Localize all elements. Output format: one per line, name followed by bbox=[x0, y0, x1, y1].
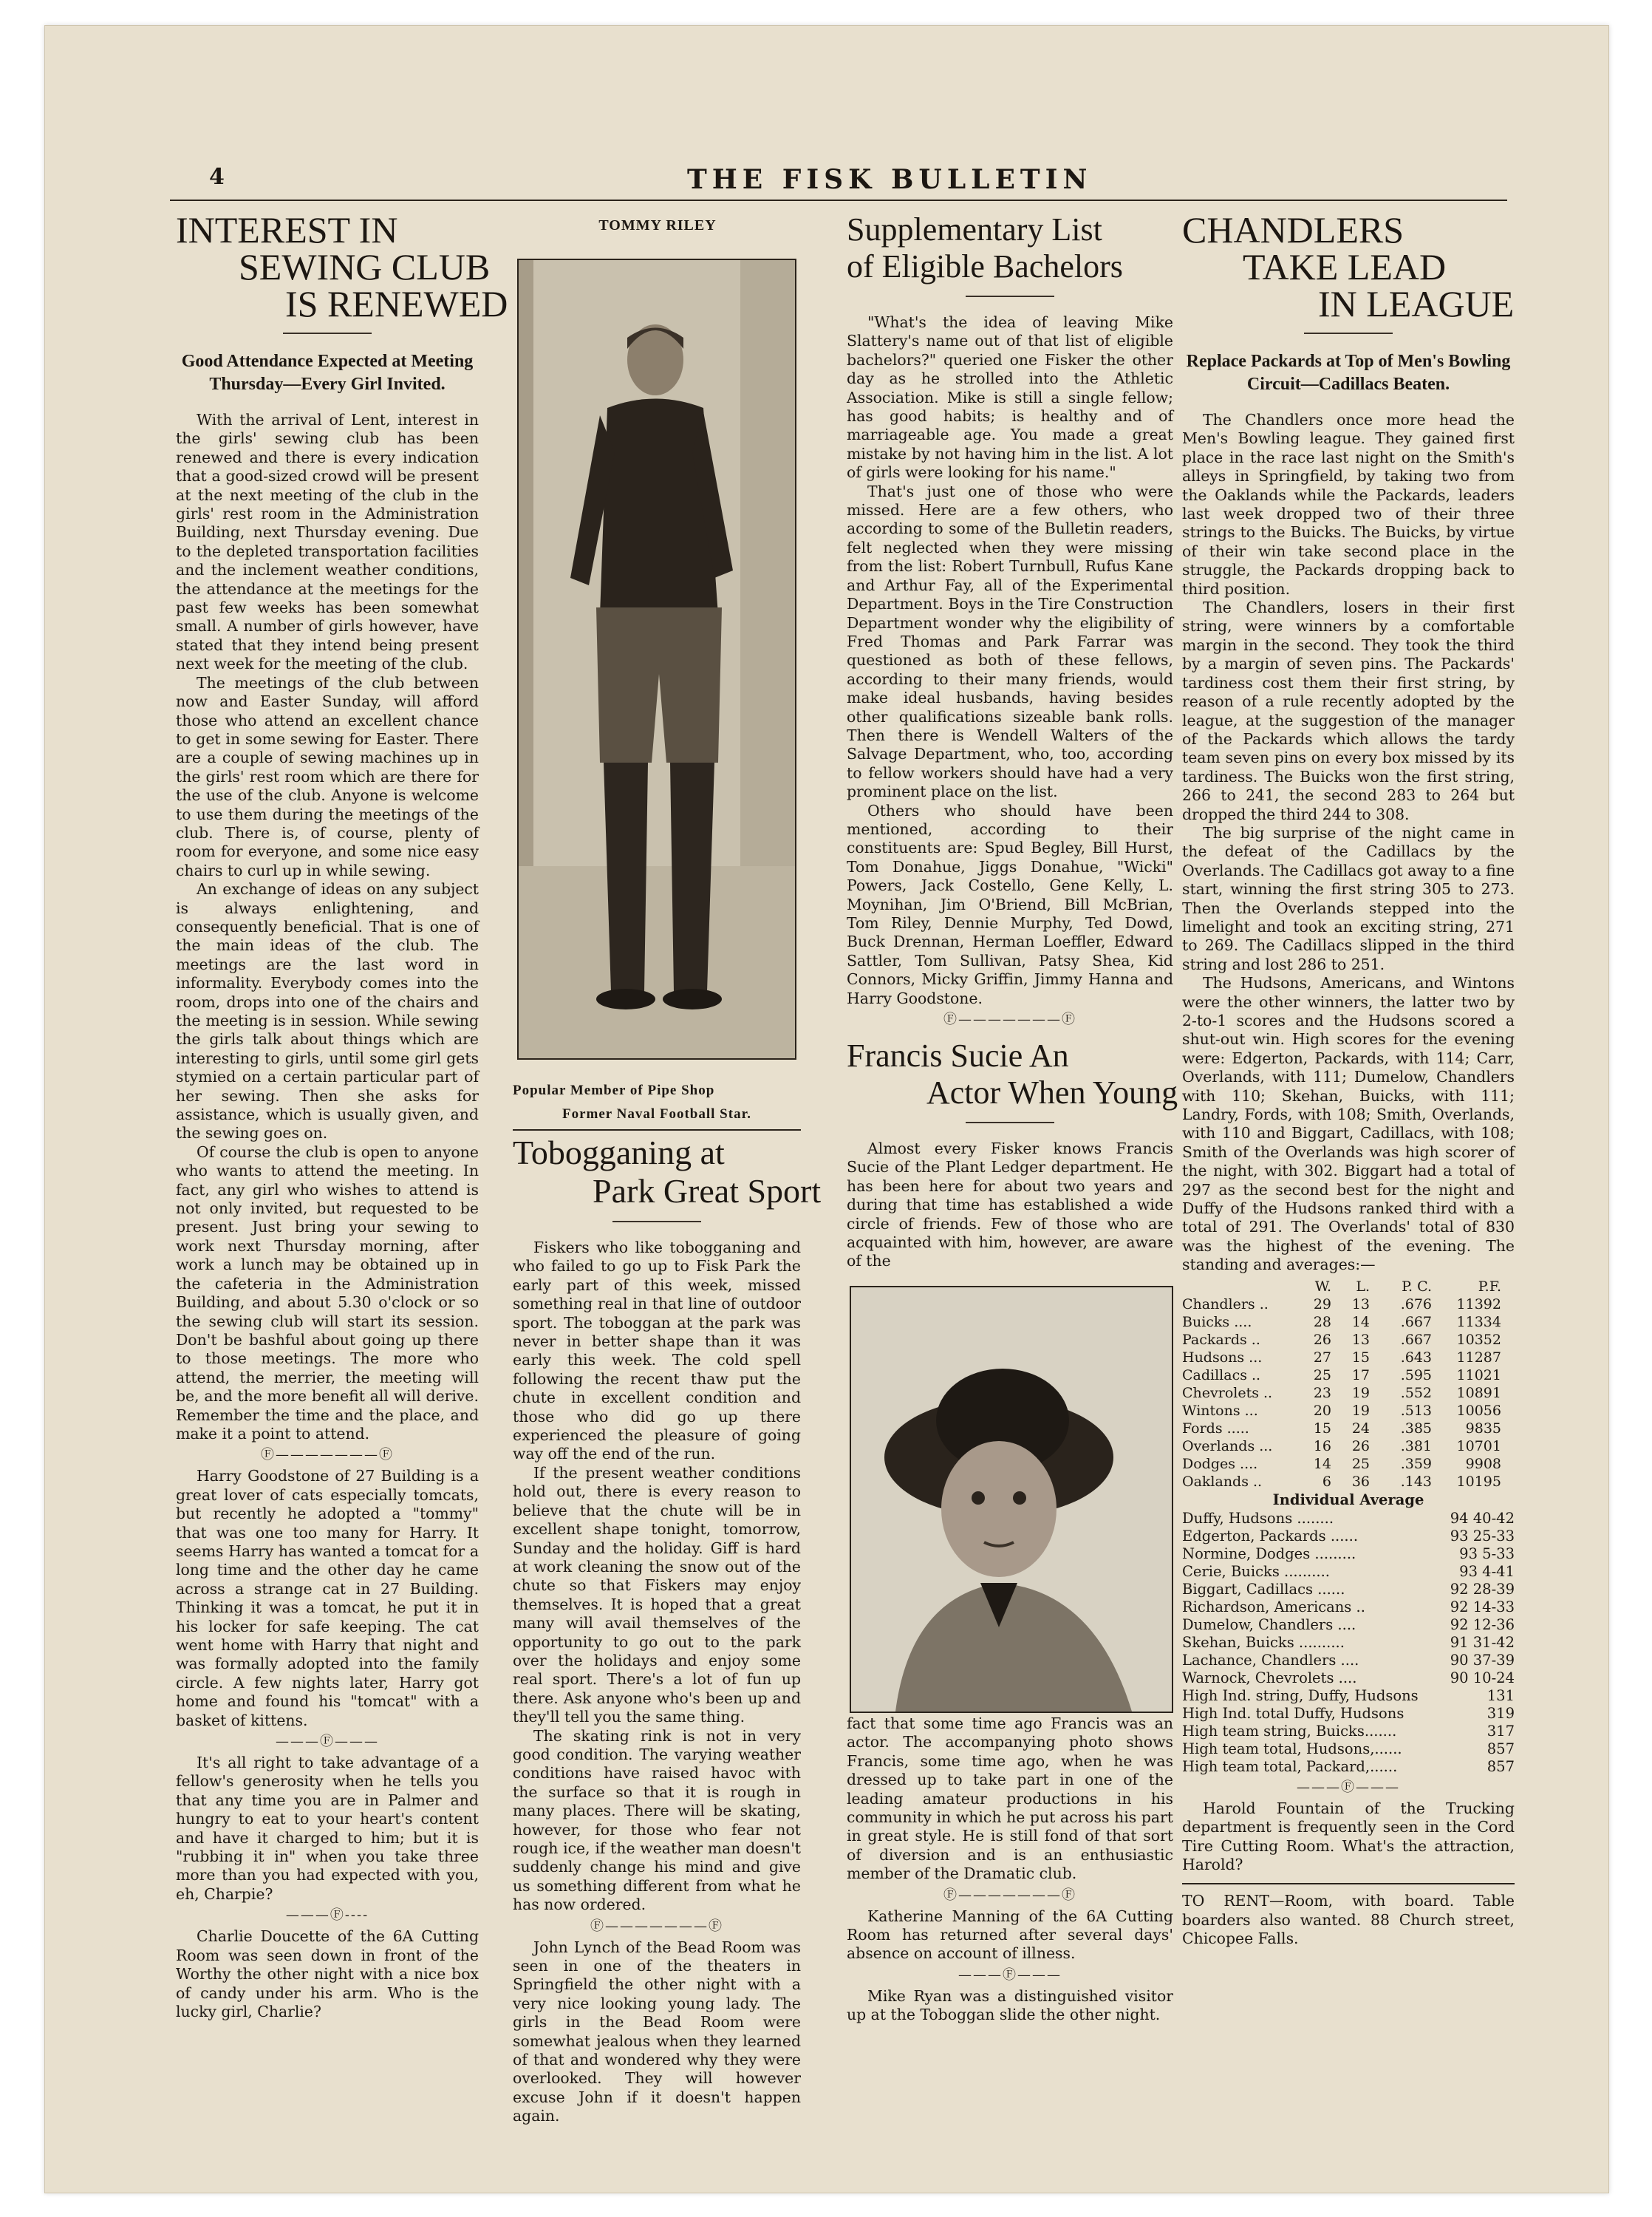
bowler-score: 93 25-33 bbox=[1450, 1527, 1515, 1545]
riley-caption: Popular Member of Pipe Shop Former Naval Football Star. bbox=[513, 1083, 752, 1122]
child-actor-portrait bbox=[851, 1287, 1172, 1712]
standings-row bbox=[1182, 1384, 1504, 1402]
average-row bbox=[1182, 1545, 1515, 1563]
team-name: Chevrolets .. bbox=[1182, 1384, 1273, 1401]
fisk-separator: ———Ⓕ——— bbox=[1297, 1779, 1400, 1795]
bowler-name: Normine, Dodges ......... bbox=[1182, 1545, 1356, 1562]
team-stat: 26 bbox=[1351, 1437, 1370, 1454]
sewing-deck: Good Attendance Expected at Meeting Thursday—Every Girl Invited. bbox=[181, 352, 474, 394]
fisk-separator: Ⓕ———————Ⓕ bbox=[590, 1918, 723, 1934]
bowler-name: High Ind. string, Duffy, Hudsons bbox=[1182, 1686, 1419, 1704]
team-name: Packards .. bbox=[1182, 1331, 1260, 1348]
team-stat: 24 bbox=[1351, 1420, 1370, 1437]
standings-row bbox=[1182, 1437, 1504, 1455]
team-name: Dodges .... bbox=[1182, 1455, 1258, 1472]
fisk-separator: ———Ⓕ——— bbox=[958, 1966, 1062, 1983]
bowler-name: Cerie, Buicks .......... bbox=[1182, 1562, 1331, 1580]
team-stat: 19 bbox=[1351, 1402, 1370, 1419]
football-player-portrait bbox=[519, 260, 795, 1058]
team-stat: .381 bbox=[1400, 1437, 1432, 1454]
team-stat: 13 bbox=[1351, 1295, 1370, 1312]
bowler-score: 317 bbox=[1487, 1722, 1515, 1740]
bowler-name: Warnock, Chevrolets .... bbox=[1182, 1669, 1357, 1686]
bowler-score: 92 12-36 bbox=[1450, 1615, 1515, 1633]
bowler-name: High Ind. total Duffy, Hudsons bbox=[1182, 1704, 1404, 1722]
team-stat: 11392 bbox=[1456, 1295, 1501, 1312]
team-stat: 16 bbox=[1313, 1437, 1331, 1454]
goodstone-item: Harry Goodstone of 27 Building is a great lover of cats especially tomcats, but recently he adopted a "tommy" that was one too many for Harry. It seems Harry has wanted a tomcat for a long time and the other day he came across a strange cat in 27 Building. Thinking it was a tomcat, he put it in his locker for safe keeping. The cat went home with Harry that night and was formally adopted into the family circle. A few nights later, Harry got home and found his "tomcat" with a basket of kittens. bbox=[176, 1467, 479, 1729]
paragraph: That's just one of those who were missed. Here are a few others, who according to some of the Bulletin readers, felt neglected when they were missing from the list: Robert Turnbull, Rufus Kane and Arthur Fay, all of the Experimental Department. Boys in the Tire Construction Department wonder why the eligibility of Fred Thomas and Park Farrar was questioned as both of these fellows, according to their many friends, would make ideal husbands, having besides other qualifications sizeable bank rolls. Then there is Wendell Walters of the Salvage Department, who, too, according to fellow workers should have had a very prominent place on the list. bbox=[847, 482, 1173, 801]
masthead-title: THE FISK BULLETIN bbox=[687, 164, 1093, 195]
page-number: 4 bbox=[209, 164, 225, 190]
individual-average-title: Individual Average bbox=[1272, 1491, 1424, 1508]
chandlers-headline: CHANDLERS TAKE LEAD IN LEAGUE bbox=[1182, 209, 1515, 324]
masthead-rule bbox=[170, 200, 1507, 201]
average-row bbox=[1182, 1616, 1515, 1634]
fisk-separator: Ⓕ———————Ⓕ bbox=[261, 1447, 394, 1463]
standings-table bbox=[1182, 1278, 1504, 1491]
team-name: Fords ..... bbox=[1182, 1420, 1249, 1437]
average-row bbox=[1182, 1528, 1515, 1545]
paragraph: The Hudsons, Americans, and Wintons were the other winners, the latter two by 2-to-1 scores and the Hudsons scored a shut-out win. High scores for the evening were: Edgerton, Packards, with 114; Carr, Overlands, with 111; Dumelow, Chandlers with 110; Skehan, Buicks, with 111; Landry, Fords, with 108; Smith, Overlands, with 110 and Biggart, Cadillacs, with 108; Smith of the Overlands was high scorer of the night, with 302. Biggart had a total of 297 as the second best for the night and Duffy of the Hudsons ranked third with a total of 291. The Overlands' total of 830 was the highest of the evening. The standing and averages:— bbox=[1182, 974, 1515, 1274]
team-stat: 27 bbox=[1313, 1349, 1331, 1366]
bachelors-column bbox=[847, 211, 1178, 1271]
paragraph: Of course the club is open to anyone who wants to attend the meeting. In fact, any girl who wishes to attend is not only invited, but requested to be present. Just bring your sewing to work next Thursday morning, after work a lunch may be obtained up in the cafeteria in the Administration Building, and about 5.30 o'clock or so the sewing club will start its session. Don't be bashful about going up there to those meetings. The more who attend, the merrier, the meeting will be, and the more benefit all will derive. Remember the time and the place, and make it a point to attend. bbox=[176, 1142, 479, 1443]
sewing-headline: INTEREST IN SEWING CLUB IS RENEWED bbox=[176, 209, 508, 324]
team-stat: 9908 bbox=[1465, 1455, 1501, 1472]
team-stat: 23 bbox=[1313, 1384, 1331, 1401]
paragraph: The skating rink is not in very good condition. The varying weather conditions have raised havoc with the surface so that it is rough in many places. There will be skating, however, for those who fear not rough ice, if the weather man doesn't suddenly change his mind and give us something different from what he has now ordered. bbox=[513, 1726, 801, 1914]
fisk-separator: ———Ⓕ---- bbox=[285, 1907, 369, 1924]
team-stat: .143 bbox=[1400, 1473, 1432, 1490]
team-name: Cadillacs .. bbox=[1182, 1366, 1261, 1383]
team-stat: 10891 bbox=[1456, 1384, 1501, 1401]
divider bbox=[612, 1221, 701, 1222]
average-row bbox=[1182, 1581, 1515, 1598]
team-stat: 11287 bbox=[1456, 1349, 1501, 1366]
bowler-score: 93 5-33 bbox=[1459, 1545, 1515, 1562]
divider bbox=[966, 296, 1054, 297]
team-stat: .676 bbox=[1400, 1295, 1432, 1312]
standings-row bbox=[1182, 1313, 1504, 1331]
team-stat: .385 bbox=[1400, 1420, 1432, 1437]
sucie-column-cont bbox=[847, 1714, 1173, 2025]
team-stat: 28 bbox=[1313, 1313, 1331, 1330]
paragraph: If the present weather conditions hold out, there is every reason to believe that the chute will be in excellent shape tonight, tomorrow, Sunday and the holiday. Giff is hard at work cleaning the snow out of the chute so that Fiskers may enjoy themselves. It is hoped that a great many will avail themselves of the opportunity to go out to the park over the holidays and enjoy some real sport. There's a lot of fun up there. Ask anyone who's been up and they'll tell you the same thing. bbox=[513, 1463, 801, 1726]
team-stat: 10352 bbox=[1456, 1331, 1501, 1348]
high-score-row bbox=[1182, 1740, 1515, 1758]
paragraph: The Chandlers, losers in their first string, were winners by a comfortable margin in the second. They took the third by a margin of seven pins. The Packards' tardiness cost them their first string, by reason of a rule recently adopted by the league, at the suggestion of the manager of the Packards which allows the tardy team seven pins on every box missed by its tardiness. The Buicks won the first string, 266 to 241, the second 283 to 264 but dropped the third 244 to 308. bbox=[1182, 599, 1515, 823]
team-name: Hudsons ... bbox=[1182, 1349, 1263, 1366]
bowler-score: 92 28-39 bbox=[1450, 1580, 1515, 1598]
team-name: Buicks .... bbox=[1182, 1313, 1252, 1330]
bowler-name: Biggart, Cadillacs ...... bbox=[1182, 1580, 1345, 1598]
riley-photo bbox=[517, 259, 796, 1060]
high-score-row bbox=[1182, 1723, 1515, 1740]
paragraph: Fiskers who like tobogganing and who failed to go up to Fisk Park the early part of this week, missed something real in that line of outdoor sport. The toboggan at the park was never in better shape than it was early this week. The cold spell following the recent thaw put the chute in excellent condition and those who did go up there experienced the pleasure of going way off the end of the run. bbox=[513, 1239, 801, 1463]
bowler-score: 93 4-41 bbox=[1459, 1562, 1515, 1580]
paragraph: The meetings of the club between now and Easter Sunday, will afford those who attend an excellent chance to get in some sewing for Easter. There are a couple of sewing machines up in the girls' rest room which are there for the use of the club. Anyone is welcome to use them during the meetings of the club. There is, of course, plenty of room for everyone, and some nice easy chairs to curl up in while sewing. bbox=[176, 673, 479, 879]
average-list bbox=[1182, 1510, 1515, 1687]
bowler-score: 91 31-42 bbox=[1450, 1633, 1515, 1651]
divider bbox=[1304, 333, 1393, 334]
standings-row bbox=[1182, 1349, 1504, 1366]
bowler-name: Edgerton, Packards ...... bbox=[1182, 1527, 1359, 1545]
paragraph: Almost every Fisker knows Francis Sucie of the Plant Ledger department. He has been here for about two years and during that time has established a wide circle of friends. Few of those who are acquainted with him, however, are aware of the bbox=[847, 1140, 1173, 1270]
paragraph: With the arrival of Lent, interest in the girls' sewing club has been renewed and there is every indication that a good-sized crowd will be present at the next meeting of the club in the girls' rest room in the Administration Building, next Thursday evening. Due to the depleted transportation facilities and the inclement weather conditions, the attendance at the meetings for the past few weeks has been somewhat small. A number of girls however, have stated that they intend being present next week for the meeting of the club. bbox=[176, 411, 479, 673]
charpie-item: It's all right to take advantage of a fellow's generosity when he tells you that any time you are in Palmer and hungry to eat to your heart's content and have it charged to him; but it is "rubbing it in" when you take three more than you had expected with you, eh, Charpie? bbox=[176, 1754, 479, 1903]
team-stat: .552 bbox=[1400, 1384, 1432, 1401]
team-name: Wintons ... bbox=[1182, 1402, 1258, 1419]
bowler-name: Richardson, Americans .. bbox=[1182, 1598, 1365, 1615]
team-stat: 13 bbox=[1351, 1331, 1370, 1348]
team-stat: 10056 bbox=[1456, 1402, 1501, 1419]
paragraph: An exchange of ideas on any subject is always enlightening, and consequently beneficial. That is one of the main ideas of the club. The meetings are the last word in informality. Everybody comes into the room, drops into one of the chairs and the meeting is in session. While sewing the girls talk about things which are interesting to girls, until some girl gets stymied on a certain particular part of her sewing. Then she asks for assistance, which is usually given, and the sewing goes on. bbox=[176, 880, 479, 1142]
bowler-name: High team total, Packard,...... bbox=[1182, 1757, 1398, 1775]
bowler-name: Duffy, Hudsons ........ bbox=[1182, 1509, 1334, 1527]
section-rule bbox=[513, 1129, 801, 1131]
bowler-score: 92 14-33 bbox=[1450, 1598, 1515, 1615]
doucette-item: Charlie Doucette of the 6A Cutting Room was seen down in front of the Worthy the other night with a nice box of candy under his arm. Who is the lucky girl, Charlie? bbox=[176, 1927, 479, 2020]
bowler-score: 131 bbox=[1487, 1686, 1515, 1704]
lynch-item: John Lynch of the Bead Room was seen in one of the theaters in Springfield the other night with a very nice looking young lady. The girls in the Bead Room were somewhat jealous when they learned of that and wondered why they were overlooked. They will however excuse John if it doesn't happen again. bbox=[513, 1938, 801, 2125]
team-stat: 20 bbox=[1313, 1402, 1331, 1419]
team-stat: 14 bbox=[1313, 1455, 1331, 1472]
team-stat: .595 bbox=[1400, 1366, 1432, 1383]
standings-row bbox=[1182, 1455, 1504, 1473]
fountain-item: Harold Fountain of the Trucking department is frequently seen in the Cord Tire Cutting Room. What's the attraction, Harold? bbox=[1182, 1799, 1515, 1873]
bowler-score: 94 40-42 bbox=[1450, 1509, 1515, 1527]
team-stat: 36 bbox=[1351, 1473, 1370, 1490]
team-stat: 9835 bbox=[1465, 1420, 1501, 1437]
team-stat: 17 bbox=[1351, 1366, 1370, 1383]
average-row bbox=[1182, 1634, 1515, 1652]
standings-row bbox=[1182, 1473, 1504, 1491]
bowler-name: Skehan, Buicks .......... bbox=[1182, 1633, 1345, 1651]
bowler-name: High team total, Hudsons,...... bbox=[1182, 1740, 1402, 1757]
standings-row bbox=[1182, 1331, 1504, 1349]
section-rule bbox=[1182, 1883, 1515, 1884]
average-row bbox=[1182, 1652, 1515, 1669]
sucie-headline: Francis Sucie An Actor When Young bbox=[847, 1038, 1178, 1111]
bowler-name: Lachance, Chandlers .... bbox=[1182, 1651, 1359, 1669]
high-score-list bbox=[1182, 1687, 1515, 1776]
divider bbox=[966, 1122, 1054, 1123]
fisk-separator: Ⓕ———————Ⓕ bbox=[943, 1012, 1076, 1028]
average-row bbox=[1182, 1669, 1515, 1687]
high-score-row bbox=[1182, 1705, 1515, 1723]
bowler-score: 857 bbox=[1487, 1740, 1515, 1757]
bowler-score: 857 bbox=[1487, 1757, 1515, 1775]
bachelors-headline: Supplementary List of Eligible Bachelors bbox=[847, 211, 1123, 285]
sewing-column bbox=[176, 209, 508, 2021]
team-stat: 11334 bbox=[1456, 1313, 1501, 1330]
team-name: Overlands ... bbox=[1182, 1437, 1273, 1454]
standings-header: W. L. P. C. P.F. bbox=[1314, 1278, 1501, 1295]
bowler-score: 90 10-24 bbox=[1450, 1669, 1515, 1686]
manning-item: Katherine Manning of the 6A Cutting Room has returned after several days' absence on account of illness. bbox=[847, 1907, 1173, 1963]
paragraph: fact that some time ago Francis was an actor. The accompanying photo shows Francis, some time ago, when he was dressed up to take part in one of the leading amateur productions in his community in which he put across his part in great style. He is still fond of that sort of diversion and is an enthusiastic member of the Dramatic club. bbox=[847, 1714, 1173, 1883]
average-row bbox=[1182, 1563, 1515, 1581]
chandlers-column bbox=[1182, 211, 1515, 1949]
chandlers-deck: Replace Packards at Top of Men's Bowling Circuit—Cadillacs Beaten. bbox=[1186, 352, 1511, 394]
fisk-separator: Ⓕ———————Ⓕ bbox=[943, 1887, 1076, 1903]
team-stat: 15 bbox=[1313, 1420, 1331, 1437]
ryan-item: Mike Ryan was a distinguished visitor up at the Toboggan slide the other night. bbox=[847, 1986, 1173, 2024]
team-stat: 26 bbox=[1313, 1331, 1331, 1348]
rent-ad: TO RENT—Room, with board. Table boarders also wanted. 88 Church street, Chicopee Falls. bbox=[1182, 1892, 1515, 1948]
standings-row bbox=[1182, 1420, 1504, 1437]
average-row bbox=[1182, 1510, 1515, 1528]
standings-row bbox=[1182, 1366, 1504, 1384]
toboggan-headline: Tobogganing at Park Great Sport bbox=[513, 1134, 822, 1210]
divider bbox=[283, 333, 372, 334]
paragraph: Others who should have been mentioned, according to their constituents are: Spud Begley, Bill Hurst, Tom Donahue, Jiggs Donahue, "Wicki" Powers, Jack Costello, Gene Kelly, L. Moynihan, Jim O'Briend, Bill McBrian, Tom Riley, Dennie Murphy, Ted Dowd, Buck Drennan, Herman Loeffler, Edward Sattler, Tom Sullivan, Patsy Shea, Kid Connors, Micky Griffin, Jimmy Hanna and Harry Goodstone. bbox=[847, 801, 1173, 1007]
team-stat: .643 bbox=[1400, 1349, 1432, 1366]
team-stat: 6 bbox=[1322, 1473, 1331, 1490]
high-score-row bbox=[1182, 1758, 1515, 1776]
standings-row bbox=[1182, 1402, 1504, 1420]
average-row bbox=[1182, 1598, 1515, 1616]
team-stat: 10701 bbox=[1456, 1437, 1501, 1454]
bowler-score: 319 bbox=[1487, 1704, 1515, 1722]
team-name: Chandlers .. bbox=[1182, 1295, 1269, 1312]
team-stat: 29 bbox=[1313, 1295, 1331, 1312]
bowler-name: Dumelow, Chandlers .... bbox=[1182, 1615, 1356, 1633]
team-stat: 19 bbox=[1351, 1384, 1370, 1401]
team-stat: 10195 bbox=[1456, 1473, 1501, 1490]
team-stat: 25 bbox=[1313, 1366, 1331, 1383]
paragraph: "What's the idea of leaving Mike Slattery's name out of that list of eligible bachelors?" queried one Fisker the other day as he strolled into the Athletic Association. Mike is still a single fellow; has good habits; is healthy and of marriageable age. You made a great mistake by not having him in the list. A lot of girls were looking for his name." bbox=[847, 313, 1173, 482]
paragraph: The Chandlers once more head the Men's Bowling league. They gained first place in the race last night on the Smith's alleys in Springfield, by taking two from the Oaklands while the Packards, leaders last week dropped two of their three strings to the Buicks. The Buicks, by virtue of their win take second place in the struggle, the Packards dropping back to third position. bbox=[1182, 411, 1515, 598]
bowler-name: High team string, Buicks....... bbox=[1182, 1722, 1397, 1740]
bowler-score: 90 37-39 bbox=[1450, 1651, 1515, 1669]
riley-label: TOMMY RILEY bbox=[598, 217, 717, 234]
team-stat: 14 bbox=[1351, 1313, 1370, 1330]
team-stat: .667 bbox=[1400, 1313, 1432, 1330]
sucie-photo bbox=[850, 1286, 1173, 1713]
team-stat: .359 bbox=[1400, 1455, 1432, 1472]
team-stat: 25 bbox=[1351, 1455, 1370, 1472]
high-score-row bbox=[1182, 1687, 1515, 1705]
team-stat: 11021 bbox=[1456, 1366, 1501, 1383]
team-name: Oaklands .. bbox=[1182, 1473, 1263, 1490]
paragraph: The big surprise of the night came in the defeat of the Cadillacs by the Overlands. The Cadillacs got away to a fine start, winning the first string 305 to 273. Then the Overlands stepped into the limelight and took an exciting string, 271 to 269. The Cadillacs slipped in the third string and lost 286 to 251. bbox=[1182, 823, 1515, 973]
toboggan-column bbox=[513, 1134, 822, 2126]
standings-row bbox=[1182, 1295, 1504, 1313]
team-stat: .667 bbox=[1400, 1331, 1432, 1348]
team-stat: 15 bbox=[1351, 1349, 1370, 1366]
team-stat: .513 bbox=[1400, 1402, 1432, 1419]
fisk-separator: ———Ⓕ——— bbox=[276, 1734, 379, 1750]
